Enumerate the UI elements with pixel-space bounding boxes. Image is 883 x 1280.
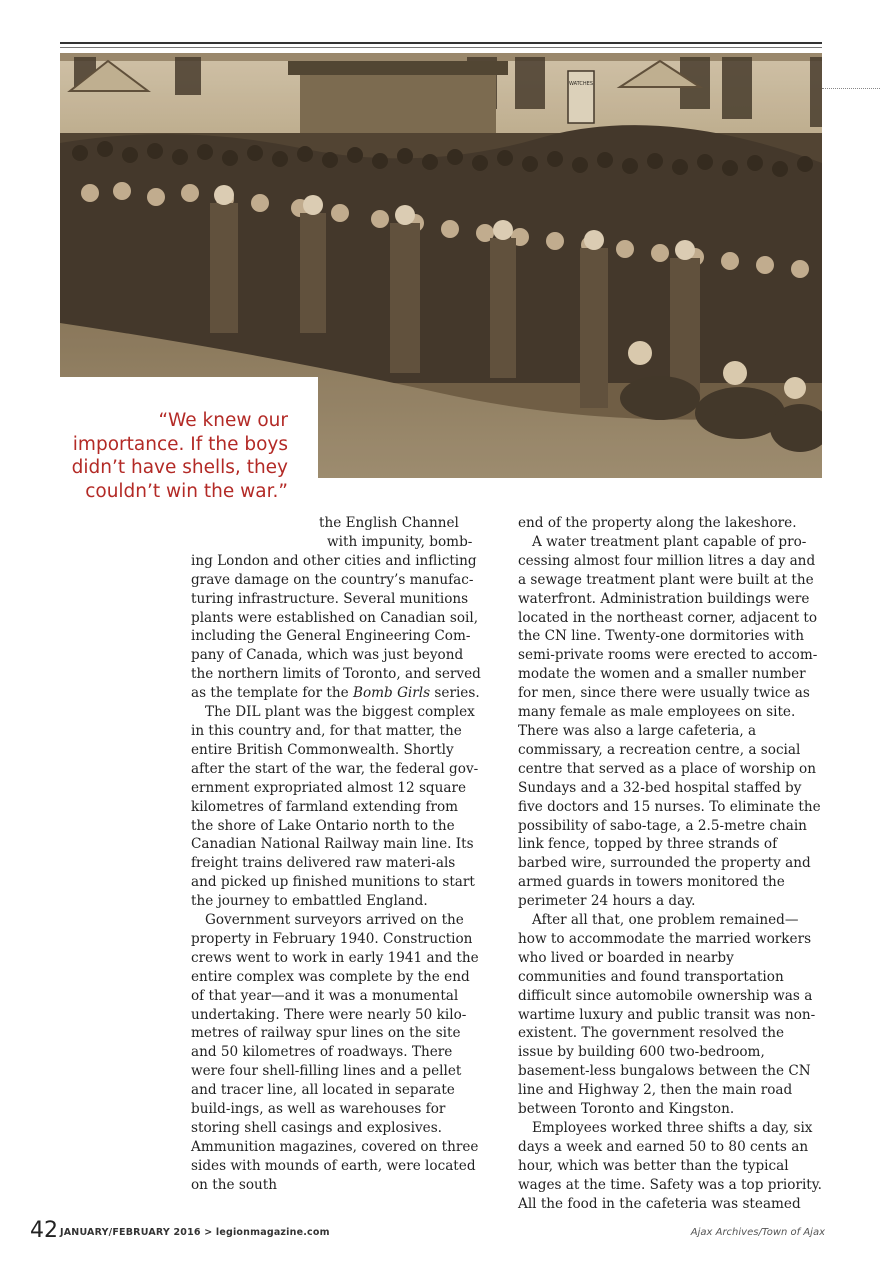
- column2-paragraph0: end of the property along the lakeshore.: [518, 515, 797, 531]
- top-rule-thin: [60, 47, 822, 48]
- column1-lead-line1: the English Channel: [319, 515, 459, 531]
- column1-lead-line2: with impunity, bomb-: [327, 533, 473, 550]
- column2-paragraph2: After all that, one problem remained—how to accommodate the married workers who lived or boarded in nearby communities and found transportation difficult since automobile ownership was a wartime luxury and public transit was non-existent. The government resolved the issue by building 600 two-bedroom, basement-less bungalows between the CN line and Highway 2, then the main road between Toronto and Kingston.: [518, 912, 816, 1118]
- column2-paragraph1: A water treatment plant capable of pro-cessing almost four million litres a day and a sewage treatment plant were built at the waterfront. Administration buildings were located in the northeast corner, adjacent to the CN line. Twenty-one dormitories with semi-private rooms were erected to accom-modate the women and a smaller number for men, since there were usually twice as many female as male employees on site. There was also a large cafeteria, a commissary, a recreation centre, a social centre that served as a place of worship on Sundays and a 32-bed hospital staffed by five doctors and 15 nurses. To eliminate the possibility of sabo-tage, a 2.5-metre chain link fence, topped by three strands of barbed wire, surrounded the property and armed guards in towers monitored the perimeter 24 hours a day.: [518, 533, 821, 910]
- column1-paragraph2: The DIL plant was the biggest complex in this country and, for that matter, the entire British Commonwealth. Shortly after the start of the war, the federal gov-ernment expropriated almost 12 square kilometres of farmland extending from the shore of Lake Ontario north to the Canadian National Railway main line. Its freight trains delivered raw materi-als and picked up finished munitions to start the journey to embattled England.: [191, 704, 479, 910]
- pull-quote: “We knew our importance. If the boys didn’t have shells, they couldn’t win the war.”: [71, 410, 288, 502]
- column1-paragraph1: ing London and other cities and inflicting grave damage on the country’s manufac-turing infrastructure. Several munitions plants were established on Canadian soil, including the General Engineering Com-pany of Canada, which was just beyond the northern limits of Toronto, and served as the template for the: [191, 552, 481, 702]
- column1-paragraph1-end: series.: [430, 685, 480, 702]
- column1-italic-title: Bomb Girls: [352, 685, 431, 702]
- article-column-2: [518, 514, 823, 1214]
- column2-paragraph3: Employees worked three shifts a day, six days a week and earned 50 to 80 cents an hour, which was better than the typical wages at the time. Safety was a top priority. All the food in the cafeteria was steamed: [518, 1120, 822, 1212]
- article-column-1: [191, 514, 484, 1195]
- top-rule: [60, 42, 822, 44]
- issue-and-website: JANUARY/FEBRUARY 2016 > legionmagazine.com: [60, 1227, 330, 1238]
- dotted-leader: [822, 88, 880, 89]
- page-footer: [30, 1218, 825, 1248]
- page-number: 42: [30, 1218, 58, 1243]
- sign-text: WATCHES: [568, 81, 594, 87]
- column1-paragraph3: Government surveyors arrived on the property in February 1940. Construction crews went to work in early 1941 and the entire complex was complete by the end of that year—and it was a monumental undertaking. There were nearly 50 kilo-metres of railway spur lines on the site and 50 kilometres of roadways. There were four shell-filling lines and a pellet and tracer line, all located in separate build-ings, as well as warehouses for storing shell casings and explosives. Ammunition magazines, covered on three sides with mounds of earth, were located on the south: [191, 912, 479, 1193]
- photo-credit: Ajax Archives/Town of Ajax: [690, 1227, 825, 1238]
